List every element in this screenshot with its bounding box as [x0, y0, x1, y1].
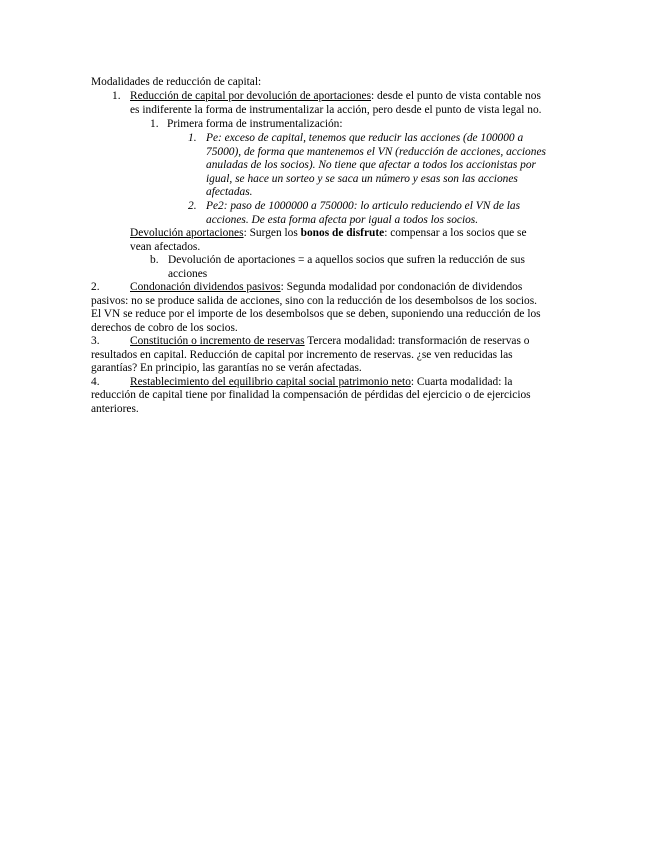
item-1-line-5: afectadas.	[206, 186, 253, 198]
bonos-de-disfrute-term: bonos de disfrute	[300, 227, 385, 239]
section-2-number: 2.	[91, 281, 100, 293]
section-2-line-2: pasivos: no se produce salida de acciones, sino con la reducción de los desembolsos de los socios.	[91, 294, 538, 307]
section-4-line-2: reducción de capital tiene por finalidad la compensación de pérdidas del ejercicio o de ejercicios	[91, 389, 531, 401]
devolucion-continuation: vean afectados.	[130, 240, 201, 253]
item-2-number: 2.	[188, 200, 197, 212]
item-1-line-3: anuladas de los socios). No tiene que afectar a todos los accionistas por	[206, 159, 536, 171]
subsection-1-number: 1.	[150, 118, 159, 130]
section-2-line	[130, 281, 522, 295]
subsection-1-title: Primera forma de instrumentalización:	[167, 118, 343, 130]
section-1-line	[130, 90, 541, 104]
section-3-line	[130, 335, 529, 349]
item-1-number: 1.	[188, 132, 197, 144]
section-1-number: 1.	[112, 90, 121, 102]
section-2-line-4: derechos de cobro de los socios.	[91, 321, 238, 334]
section-1-title: Reducción de capital por devolución de aportaciones	[130, 90, 372, 102]
section-4-number: 4.	[91, 375, 100, 388]
item-1-line-1: Pe: exceso de capital, tenemos que reducir las acciones (de 100000 a	[206, 132, 524, 144]
item-1-line-2: 75000), de forma que mantenemos el VN (reducción de acciones, acciones	[206, 145, 546, 158]
section-3-line-3: garantías? En principio, las garantías no se verán afectadas.	[91, 362, 362, 374]
section-1-text: : desde el punto de vista contable nos	[371, 90, 541, 102]
devolucion-text-post: : compensar a los socios que se	[384, 227, 527, 239]
devolucion-text-pre: : Surgen los	[243, 227, 301, 239]
section-4-title: Restablecimiento del equilibrio capital social patrimonio neto	[130, 375, 411, 388]
item-2-line-2: acciones. De esta forma afecta por igual a todos los socios.	[206, 213, 479, 226]
section-4-line-3: anteriores.	[91, 402, 139, 415]
section-3-title: Constitución o incremento de reservas	[130, 335, 305, 347]
item-1-line-4: igual, se hace un sorteo y se saca un número y esas son las acciones	[206, 172, 518, 185]
devolucion-line	[130, 227, 527, 241]
section-4-text: : Cuarta modalidad: la	[410, 375, 513, 388]
section-1-continuation: es indiferente la forma de instrumentalizar la acción, pero desde el punto de vista legal no.	[130, 104, 542, 116]
item-b-line-2: acciones	[168, 267, 208, 280]
section-3-line-2: resultados en capital. Reducción de capital por incremento de reservas. ¿se ven reducidas las	[91, 348, 513, 361]
section-3-text: Tercera modalidad: transformación de reservas o	[304, 335, 530, 347]
section-3-number: 3.	[91, 335, 100, 347]
item-b-letter: b.	[150, 254, 159, 266]
section-4-line	[130, 376, 512, 390]
devolucion-title: Devolución aportaciones	[130, 227, 244, 239]
document-heading: Modalidades de reducción de capital:	[91, 76, 262, 88]
item-b-line-1: Devolución de aportaciones = a aquellos socios que sufren la reducción de sus	[168, 254, 525, 266]
item-2-line-1: Pe2: paso de 1000000 a 750000: lo articulo reduciendo el VN de las	[206, 200, 521, 212]
section-2-line-3: El VN se reduce por el importe de los desembolsos que se deben, suponiendo una reducción de los	[91, 308, 541, 320]
section-2-title: Condonación dividendos pasivos	[130, 281, 281, 293]
section-2-text: : Segunda modalidad por condonación de dividendos	[280, 281, 523, 293]
